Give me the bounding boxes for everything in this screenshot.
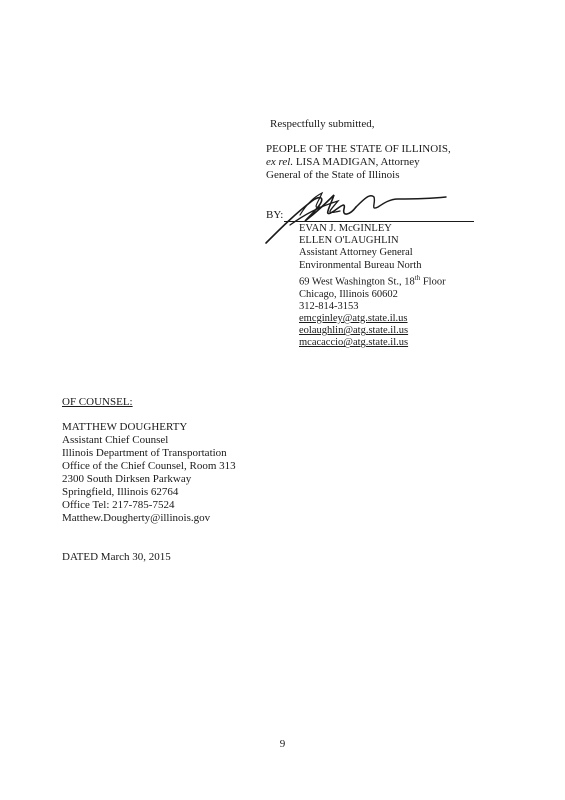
attorney-name-2: ELLEN O'LAUGHLIN xyxy=(299,235,399,247)
counsel-city: Springfield, Illinois 62764 xyxy=(62,486,179,498)
party-line-3: General of the State of Illinois xyxy=(266,169,400,181)
party-line-2-rest: LISA MADIGAN, Attorney xyxy=(295,156,420,168)
address-street-text: 69 West Washington St., 18 xyxy=(299,276,415,288)
attorney-email-2[interactable]: eolaughlin@atg.state.il.us xyxy=(299,325,409,337)
attorney-address-2: Chicago, Illinois 60602 xyxy=(299,288,398,300)
attorney-name-1: EVAN J. McGINLEY xyxy=(299,223,392,234)
page-number: 9 xyxy=(279,738,286,750)
party-line-1: PEOPLE OF THE STATE OF ILLINOIS, xyxy=(266,143,451,155)
attorney-phone: 312-814-3153 xyxy=(299,300,359,312)
by-label: BY: xyxy=(266,209,284,221)
counsel-phone: Office Tel: 217-785-7524 xyxy=(62,499,175,511)
counsel-street: 2300 South Dirksen Parkway xyxy=(62,473,192,485)
attorney-address-1 xyxy=(299,272,499,289)
attorney-title: Assistant Attorney General xyxy=(299,247,413,259)
counsel-office: Office of the Chief Counsel, Room 313 xyxy=(62,460,236,472)
counsel-title: Assistant Chief Counsel xyxy=(62,434,169,446)
party-line-2 xyxy=(266,156,526,169)
signature-row xyxy=(266,209,526,222)
attorney-bureau: Environmental Bureau North xyxy=(299,259,422,271)
of-counsel-heading: OF COUNSEL: xyxy=(62,396,133,408)
closing-text: Respectfully submitted, xyxy=(270,118,375,130)
of-counsel-block xyxy=(62,396,322,525)
signature-line xyxy=(284,221,474,222)
address-floor-superscript: th xyxy=(414,273,421,282)
signature-block xyxy=(266,118,526,222)
attorney-email-1[interactable]: emcginley@atg.state.il.us xyxy=(299,312,408,324)
address-floor-word: Floor xyxy=(422,276,446,288)
dated-text: DATED March 30, 2015 xyxy=(62,551,171,563)
counsel-department: Illinois Department of Transportation xyxy=(62,447,227,459)
attorney-email-3[interactable]: mcacaccio@atg.state.il.us xyxy=(299,337,409,349)
ex-rel-text: ex rel. xyxy=(266,156,294,168)
counsel-name: MATTHEW DOUGHERTY xyxy=(62,421,188,433)
attorney-block xyxy=(299,223,499,350)
counsel-email[interactable]: Matthew.Dougherty@illinois.gov xyxy=(62,512,211,524)
